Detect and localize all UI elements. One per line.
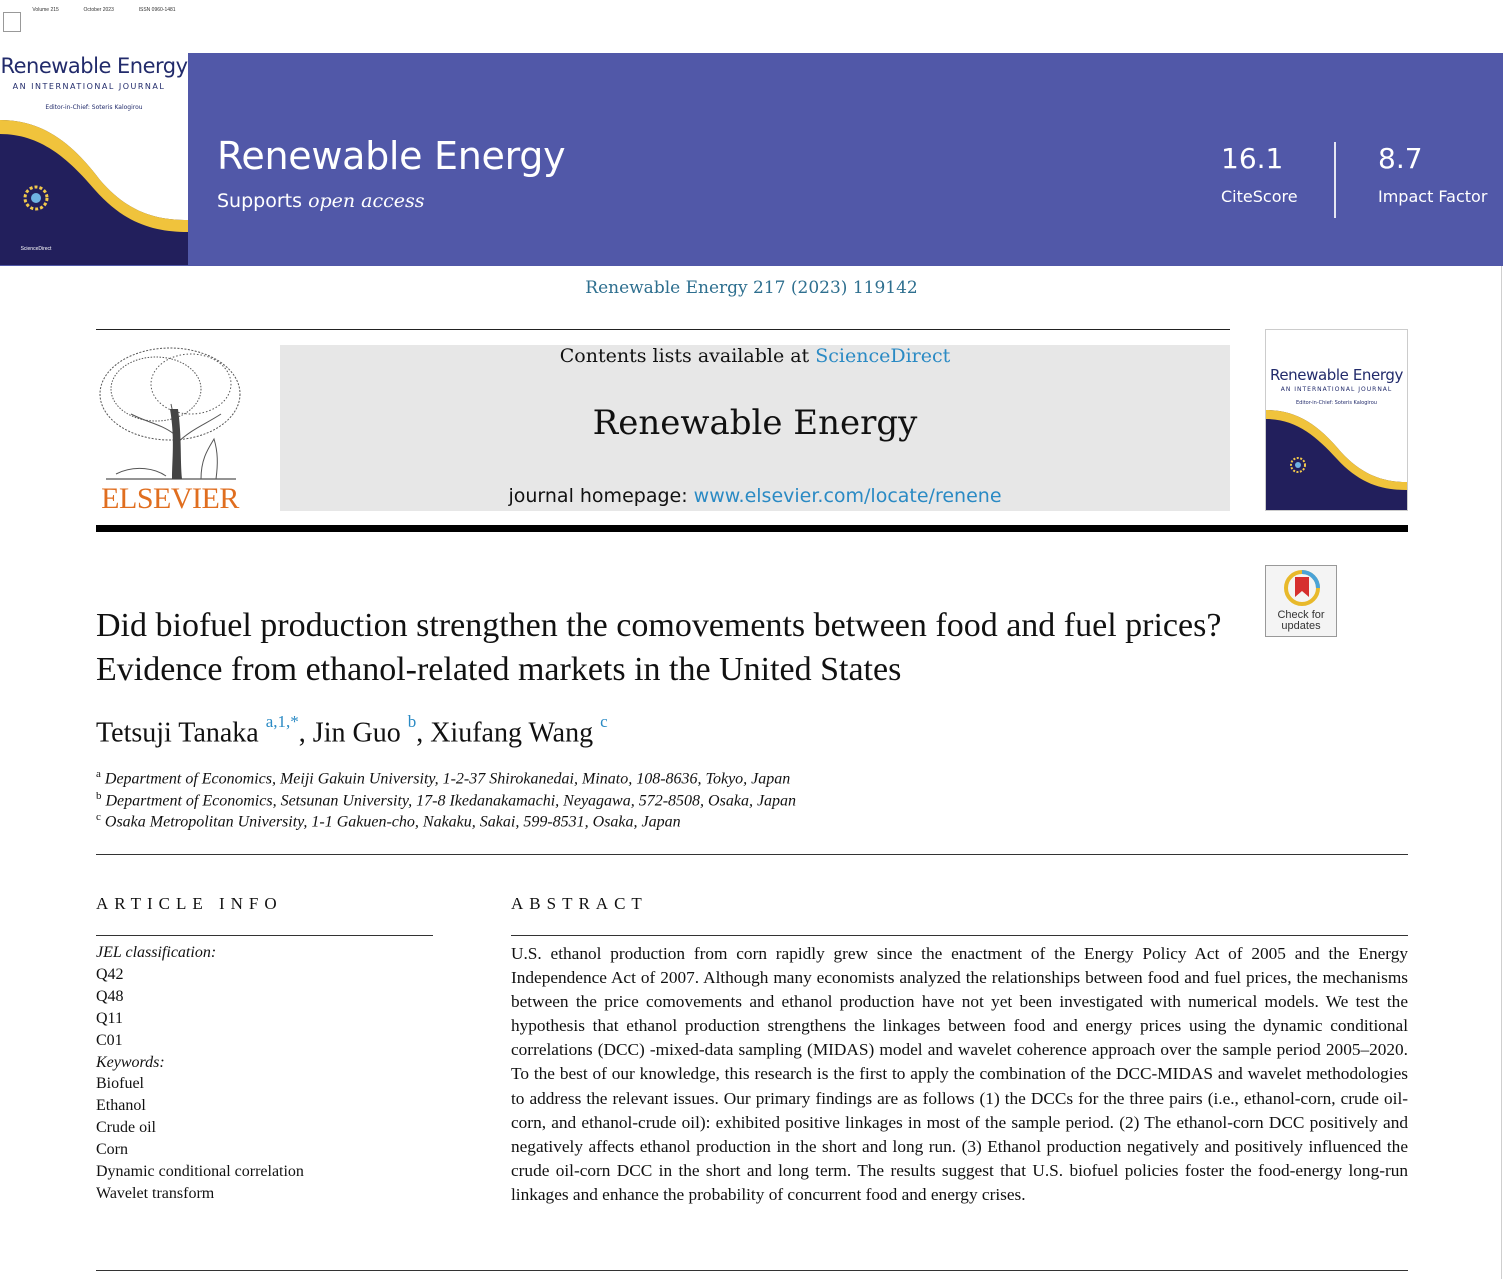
cover-subtitle: AN INTERNATIONAL JOURNAL [12, 82, 166, 91]
small-cover-wave-art [1266, 410, 1407, 511]
contents-prefix: Contents lists available at [559, 345, 816, 367]
header-top-rule [96, 329, 1230, 330]
affiliation-text: Department of Economics, Setsunan University, 17-8 Ikedanakamachi, Neyagawa, 572-8508, Osaka, Japan [105, 792, 797, 810]
citation-text[interactable]: Renewable Energy 217 (2023) 119142 [585, 278, 918, 298]
author-name[interactable]: Tetsuji Tanaka [96, 717, 259, 749]
cover-elsevier-icon [3, 12, 21, 32]
check-updates-label [1266, 610, 1336, 632]
small-cover-title: Renewable Energy [1270, 366, 1403, 384]
affiliation-rule [96, 854, 1408, 855]
affiliation-mark: b [96, 790, 102, 802]
abstract-heading: ABSTRACT [511, 894, 648, 913]
keyword-item: Dynamic conditional correlation [96, 1163, 304, 1181]
check-updates-icon [1283, 569, 1321, 609]
bottom-rule [96, 1270, 1408, 1271]
banner-open-access [217, 190, 425, 212]
affiliation-b [96, 790, 796, 810]
banner-sub-prefix: Supports [217, 190, 309, 212]
header-thick-rule [96, 525, 1408, 532]
jel-code: Q11 [96, 1009, 123, 1027]
article-info-heading: ARTICLE INFO [96, 894, 283, 913]
page-edge [1501, 266, 1502, 1279]
author-list: Tetsuji Tanaka $^{a,1,*}$, Jin Guo $^b$, Xiufang Wang $^c$ [96, 712, 608, 749]
affiliation-a [96, 768, 790, 788]
citescore-value: 16.1 [1221, 142, 1284, 175]
check-for-updates-button[interactable] [1265, 565, 1337, 637]
article-info-list [96, 942, 426, 1205]
small-cover-subtitle: AN INTERNATIONAL JOURNAL [1280, 386, 1393, 393]
article-title: Did biofuel production strengthen the comovements between food and fuel prices? Evidence from ethanol-related markets in the United States [96, 607, 1222, 688]
banner-sub-emph: open access [308, 190, 425, 212]
journal-name: Renewable Energy [592, 403, 918, 443]
keywords-label: Keywords: [96, 1053, 165, 1071]
homepage-link[interactable]: www.elsevier.com/locate/renene [693, 485, 1002, 507]
jel-label: JEL classification: [96, 944, 217, 961]
affiliation-text: Department of Economics, Meiji Gakuin University, 1-2-37 Shirokanedai, Minato, 108-8636, Tokyo, Japan [104, 770, 791, 788]
jel-code: Q42 [96, 965, 124, 983]
author-affil-link[interactable]: a,1,* [265, 712, 299, 731]
keyword-item: Biofuel [96, 1075, 144, 1093]
keyword-item: Crude oil [96, 1119, 156, 1137]
cover-title: Renewable Energy [0, 54, 188, 78]
keyword-item: Wavelet transform [96, 1184, 215, 1202]
citation-line[interactable] [0, 278, 1503, 298]
impact-factor-label: Impact Factor [1378, 187, 1488, 206]
impact-factor-value: 8.7 [1378, 142, 1423, 175]
affiliation-c [96, 811, 681, 831]
cover-meta-issn: ISSN 0960-1481 [138, 7, 176, 13]
journal-banner [0, 0, 1503, 266]
cover-meta [0, 7, 188, 13]
metric-divider [1334, 142, 1336, 218]
author-name[interactable]: Jin Guo [312, 717, 401, 749]
impact-factor-metric[interactable] [1378, 142, 1487, 206]
cover-meta-date: October 2023 [83, 7, 114, 13]
jel-code: Q48 [96, 987, 124, 1005]
journal-cover-small[interactable] [1265, 329, 1408, 511]
author-affil-link[interactable]: c [600, 712, 608, 731]
affiliation-text: Osaka Metropolitan University, 1-1 Gakuen-cho, Nakaku, Sakai, 599-8531, Osaka, Japan [104, 813, 681, 831]
affiliation-mark: a [96, 768, 101, 780]
citescore-label: CiteScore [1221, 187, 1298, 206]
homepage-prefix: journal homepage: [508, 485, 694, 507]
banner-journal-title[interactable]: Renewable Energy [217, 134, 566, 178]
journal-cover-large[interactable] [0, 0, 188, 265]
journal-info-box [280, 345, 1230, 511]
cover-meta-volume: Volume 215 [32, 7, 59, 13]
keyword-item: Corn [96, 1141, 128, 1159]
homepage-line [280, 485, 1230, 507]
small-cover-editor: Editor-in-Chief: Soteris Kalogirou [1296, 400, 1377, 406]
citescore-metric[interactable] [1221, 142, 1298, 206]
contents-line [280, 345, 1230, 367]
author-name[interactable]: Xiufang Wang [430, 717, 594, 749]
cover-footer: ScienceDirect [20, 246, 52, 252]
abstract-text: U.S. ethanol production from corn rapidly grew since the enactment of the Energy Policy Act of 2005 and the Energy Independence Act of 2007. Although many economists analyzed the relationships between food and fuel prices, the mechanisms between the price comovements and ethanol production have not yet been investigated with numerical models. We test the hypothesis that ethanol production strengthens the linkages between food and energy prices using the dynamic conditional correlations (DCC) -mixed-data sampling (MIDAS) model and wavelet coherence approach over the sample period 2005–2020. To the best of our knowledge, this research is the first to apply the combination of the DCC-MIDAS and wavelet methodologies to address the relevant issues. Our primary findings are as follows (1) the DCCs for the three pairs (i.e., ethanol-corn, crude oil-corn, and ethanol-crude oil): exhibited positive linkages in most of the sample period. (2) The ethanol-corn DCC positively and negatively affects ethanol production in the short and long run. (3) Ethanol production negatively and positively influenced the crude oil-corn DCC in the short and long term. The results suggest that U.S. biofuel policies foster the food-energy long-run linkages and enhance the probability of concurrent food and energy crises. [511, 944, 1408, 1204]
elsevier-wordmark[interactable]: ELSEVIER [101, 482, 239, 515]
cover-editor: Editor-in-Chief: Soteris Kalogirou [45, 104, 143, 111]
abstract-rule [511, 935, 1408, 936]
check-updates-line2: updates [1281, 620, 1321, 632]
article-info-rule [96, 935, 433, 936]
cover-wave-art [0, 120, 188, 265]
check-updates-line1: Check for [1277, 609, 1325, 621]
sciencedirect-link[interactable]: ScienceDirect [815, 345, 951, 367]
jel-code: C01 [96, 1031, 123, 1049]
keyword-item: Ethanol [96, 1097, 146, 1115]
author-affil-link[interactable]: b [407, 712, 417, 731]
affiliation-mark: c [96, 811, 101, 823]
